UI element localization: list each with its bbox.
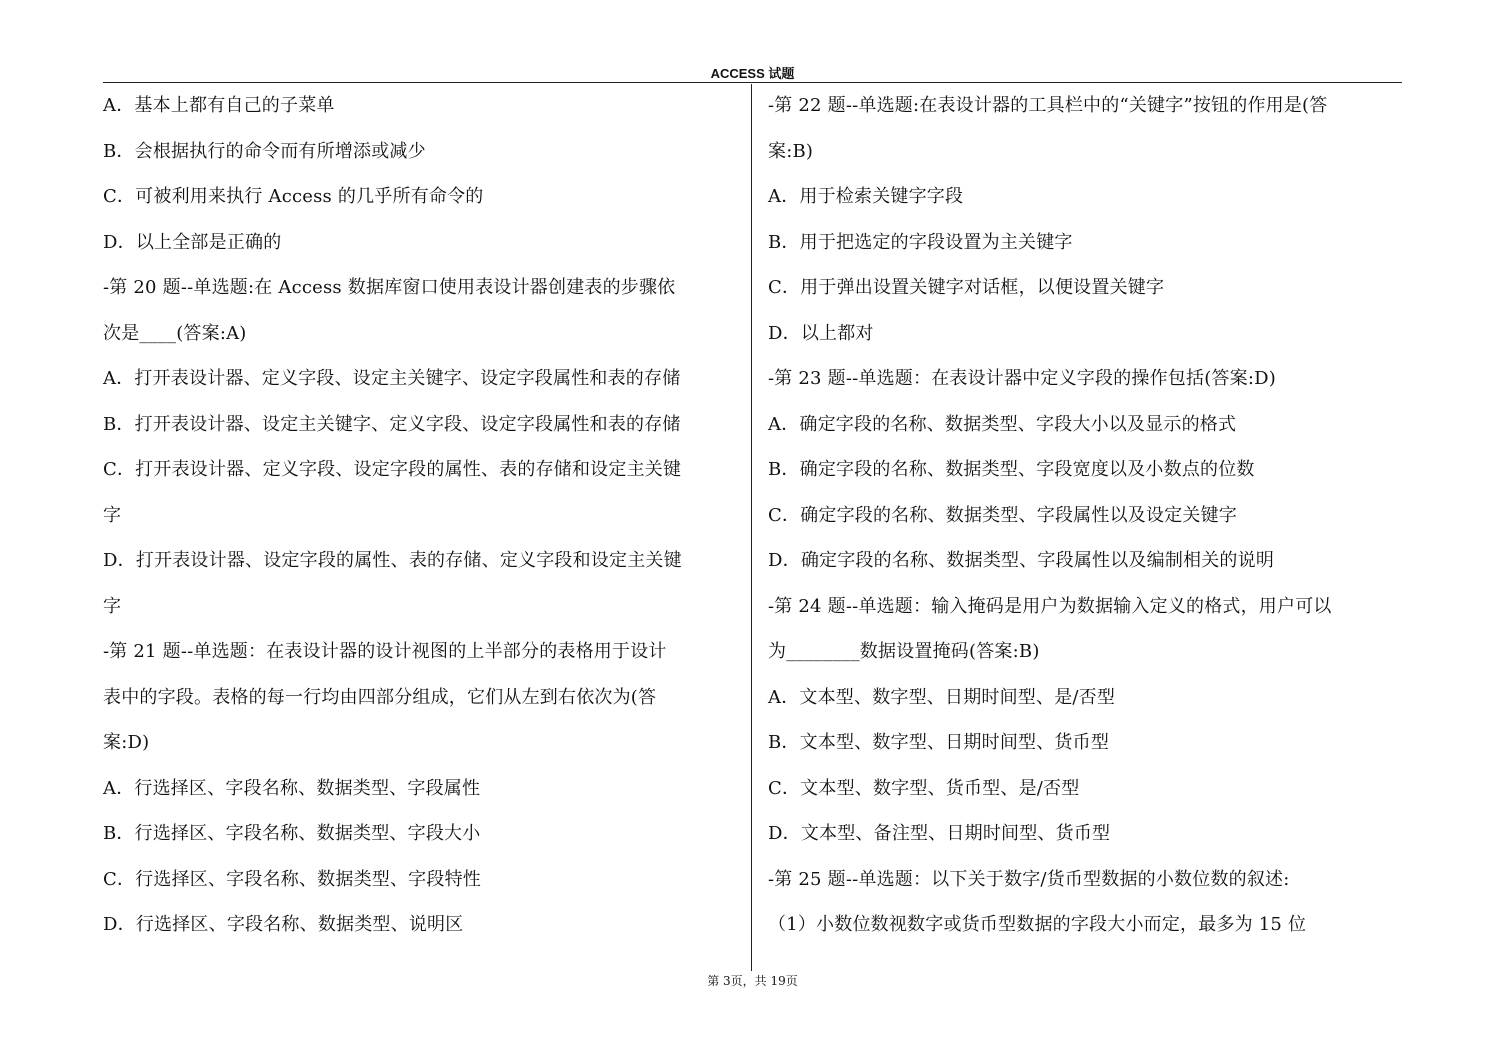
text-line: 为________数据设置掩码(答案:B) xyxy=(768,641,1040,662)
text-line: D．打开表设计器、设定字段的属性、表的存储、定义字段和设定主关键 xyxy=(103,550,682,571)
text-line: A．确定字段的名称、数据类型、字段大小以及显示的格式 xyxy=(768,413,1237,435)
text-line: 案:D) xyxy=(103,732,150,753)
text-line: D．文本型、备注型、日期时间型、货币型 xyxy=(768,823,1111,844)
text-line: 案:B) xyxy=(768,140,814,162)
text-line: A．行选择区、字段名称、数据类型、字段属性 xyxy=(103,777,481,799)
text-line: C．文本型、数字型、货币型、是/否型 xyxy=(768,777,1080,799)
text-line: D．以上都对 xyxy=(768,322,874,344)
text-line: （1）小数位数视数字或货币型数据的字段大小而定，最多为 15 位 xyxy=(768,914,1307,935)
text-line: 字 xyxy=(103,595,122,617)
text-line: 表中的字段。表格的每一行均由四部分组成，它们从左到右依次为(答 xyxy=(103,686,657,708)
text-line: 字 xyxy=(103,504,122,526)
question-line: -第 23 题--单选题：在表设计器中定义字段的操作包括(答案:D) xyxy=(768,368,1276,389)
page-header-title: ACCESS 试题 xyxy=(710,66,795,81)
question-line: -第 21 题--单选题：在表设计器的设计视图的上半部分的表格用于设计 xyxy=(103,641,667,662)
text-line: D．以上全部是正确的 xyxy=(103,231,282,253)
text-line: B．文本型、数字型、日期时间型、货币型 xyxy=(768,732,1110,753)
text-line: C．打开表设计器、定义字段、设定字段的属性、表的存储和设定主关键 xyxy=(103,459,682,480)
text-line: B．会根据执行的命令而有所增添或减少 xyxy=(103,140,426,162)
question-line: -第 24 题--单选题：输入掩码是用户为数据输入定义的格式，用户可以 xyxy=(768,595,1332,617)
text-line: D．确定字段的名称、数据类型、字段属性以及编制相关的说明 xyxy=(768,550,1275,571)
right-column xyxy=(768,83,1404,948)
text-line: A．打开表设计器、定义字段、设定主关键字、设定字段属性和表的存储 xyxy=(103,368,681,389)
text-line: C．行选择区、字段名称、数据类型、字段特性 xyxy=(103,868,481,890)
text-line: B．确定字段的名称、数据类型、字段宽度以及小数点的位数 xyxy=(768,459,1255,480)
question-line: -第 22 题--单选题:在表设计器的工具栏中的“关键字”按钮的作用是(答 xyxy=(768,95,1328,116)
text-line: D．行选择区、字段名称、数据类型、说明区 xyxy=(103,914,464,935)
text-line: B．行选择区、字段名称、数据类型、字段大小 xyxy=(103,823,481,844)
question-line: -第 20 题--单选题:在 Access 数据库窗口使用表设计器创建表的步骤依 xyxy=(103,277,676,298)
page-number: 第 3页，共 19页 xyxy=(707,974,798,988)
left-column xyxy=(103,83,739,948)
question-line: -第 25 题--单选题：以下关于数字/货币型数据的小数位数的叙述: xyxy=(768,868,1290,890)
text-line: A．用于检索关键字字段 xyxy=(768,186,964,207)
text-line: 次是____(答案:A) xyxy=(103,322,247,344)
text-line: A．文本型、数字型、日期时间型、是/否型 xyxy=(768,686,1116,708)
text-line: A．基本上都有自己的子菜单 xyxy=(103,95,335,116)
text-line: B．打开表设计器、设定主关键字、定义字段、设定字段属性和表的存储 xyxy=(103,413,681,435)
column-divider xyxy=(751,84,752,971)
text-line: C．可被利用来执行 Access 的几乎所有命令的 xyxy=(103,186,484,207)
text-line: B．用于把选定的字段设置为主关键字 xyxy=(768,231,1073,253)
text-line: C．确定字段的名称、数据类型、字段属性以及设定关键字 xyxy=(768,504,1237,526)
text-line: C．用于弹出设置关键字对话框，以便设置关键字 xyxy=(768,277,1165,298)
